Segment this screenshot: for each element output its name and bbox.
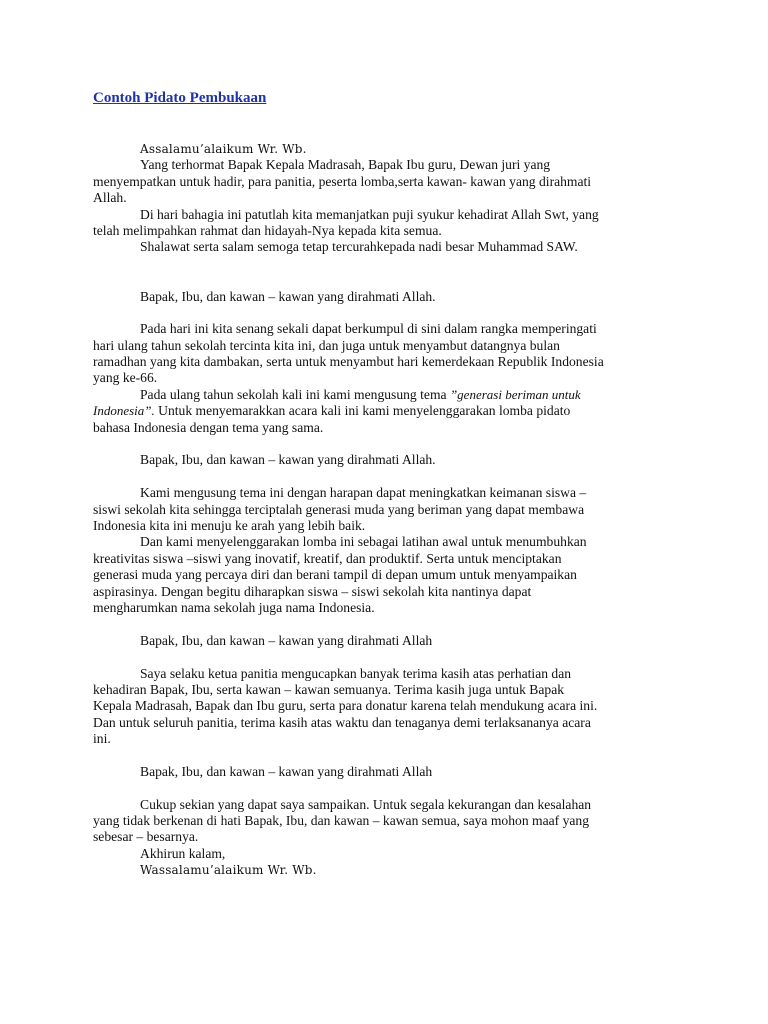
paragraph-line — [93, 387, 683, 403]
paragraph-line: ramadhan yang kita dambakan, serta untuk menyambut hari kemerdekaan Republik Indonesia — [93, 354, 604, 370]
address-line: Bapak, Ibu, dan kawan – kawan yang dirahmati Allah. — [140, 452, 436, 468]
paragraph-line: mengharumkan nama sekolah juga nama Indonesia. — [93, 599, 375, 615]
paragraph-line: ini. — [93, 731, 111, 747]
paragraph-line — [93, 403, 683, 419]
theme-followup-text: Untuk menyemarakkan acara kali ini kami menyelenggarakan lomba pidato — [154, 403, 571, 419]
paragraph-line: kreativitas siswa –siswi yang inovatif, kreatif, dan produktif. Serta untuk menciptakan — [93, 550, 562, 566]
speech-document — [93, 90, 683, 879]
paragraph-line: Pada hari ini kita senang sekali dapat berkumpul di sini dalam rangka memperingati — [140, 321, 597, 337]
paragraph-line: kehadiran Bapak, Ibu, serta kawan – kawan semuanya. Terima kasih juga untuk Bapak — [93, 681, 565, 697]
paragraph-line: Kami mengusung tema ini dengan harapan dapat meningkatkan keimanan siswa – — [140, 485, 587, 501]
paragraph-line: yang tidak berkenan di hati Bapak, Ibu, dan kawan – kawan semua, saya mohon maaf yang — [93, 813, 590, 829]
paragraph-line: aspirasinya. Dengan begitu diharapkan siswa – siswi sekolah kita nantinya dapat — [93, 583, 532, 599]
document-title: Contoh Pidato Pembukaan — [93, 90, 267, 106]
theme-text: Indonesia”. — [93, 403, 155, 419]
closing-akhirun: Akhirun kalam, — [140, 845, 226, 861]
opening-respect-line: menyempatkan untuk hadir, para panitia, peserta lomba,serta kawan- kawan yang dirahmati — [93, 173, 592, 189]
address-line: Bapak, Ibu, dan kawan – kawan yang dirahmati Allah — [140, 763, 433, 779]
theme-intro-text: Pada ulang tahun sekolah kali ini kami mengusung tema — [140, 386, 450, 402]
opening-salam: Assalamu’alaikum Wr. Wb. — [140, 142, 307, 156]
closing-salam: Wassalamu’alaikum Wr. Wb. — [140, 863, 317, 878]
paragraph-line: hari ulang tahun sekolah tercinta kita ini, dan juga untuk menyambut datangnya bulan — [93, 337, 560, 353]
paragraph-line: Dan untuk seluruh panitia, terima kasih atas waktu dan tenaganya demi terlaksananya acara — [93, 714, 591, 730]
theme-text: ”generasi beriman untuk — [449, 386, 581, 402]
address-line: Bapak, Ibu, dan kawan – kawan yang dirahmati Allah. — [140, 288, 436, 304]
opening-shalawat: Shalawat serta salam semoga tetap tercurahkepada nadi besar Muhammad SAW. — [140, 239, 578, 255]
paragraph-line: sebesar – besarnya. — [93, 829, 199, 845]
opening-gratitude-line: Di hari bahagia ini patutlah kita memanjatkan puji syukur kehadirat Allah Swt, yang — [140, 206, 599, 222]
paragraph-line: Dan kami menyelenggarakan lomba ini sebagai latihan awal untuk menumbuhkan — [140, 534, 587, 550]
paragraph-line: yang ke-66. — [93, 370, 158, 386]
paragraph-line: Saya selaku ketua panitia mengucapkan banyak terima kasih atas perhatian dan — [140, 665, 572, 681]
paragraph-line: siswi sekolah kita sehingga terciptalah generasi muda yang beriman yang dapat membawa — [93, 501, 585, 517]
opening-gratitude-line: telah melimpahkan rahmat dan hidayah-Nya kepada kita semua. — [93, 222, 442, 238]
paragraph-line: Indonesia kita ini menuju ke arah yang lebih baik. — [93, 517, 366, 533]
paragraph-line: Cukup sekian yang dapat saya sampaikan. Untuk segala kekurangan dan kesalahan — [140, 796, 592, 812]
opening-respect-line: Yang terhormat Bapak Kepala Madrasah, Bapak Ibu guru, Dewan juri yang — [140, 157, 551, 173]
address-line: Bapak, Ibu, dan kawan – kawan yang dirahmati Allah — [140, 632, 433, 648]
paragraph-line: bahasa Indonesia dengan tema yang sama. — [93, 419, 324, 435]
paragraph-line: generasi muda yang percaya diri dan berani tampil di depan umum untuk menyampaikan — [93, 567, 577, 583]
paragraph-line: Kepala Madrasah, Bapak dan Ibu guru, serta para donatur karena telah mendukung acara ini. — [93, 698, 598, 714]
opening-respect-line: Allah. — [93, 190, 127, 206]
